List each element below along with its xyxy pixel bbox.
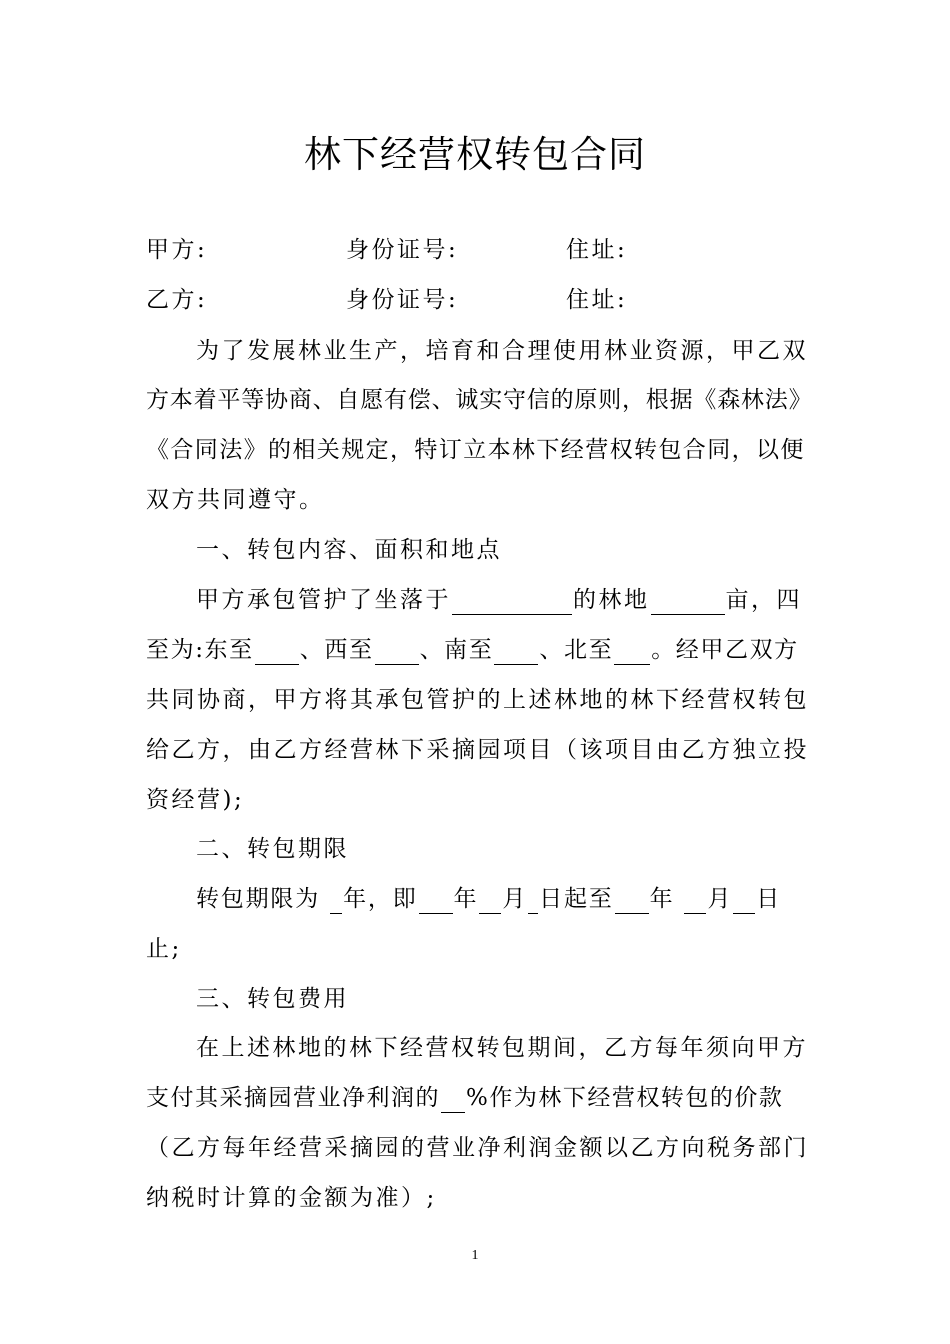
section-1-line-3: 共同协商，甲方将其承包管护的上述林地的林下经营权转包: [146, 687, 809, 713]
preamble-line-2: 方本着平等协商、自愿有偿、诚实守信的原则，根据《森林法》: [146, 387, 813, 413]
south-blank: [494, 640, 538, 665]
party-a-address-label: 住址:: [566, 237, 628, 263]
section-1-line-4: 给乙方，由乙方经营林下采摘园项目（该项目由乙方独立投: [146, 737, 809, 763]
boundary-east-label: 至为:东至: [146, 637, 254, 663]
term-label: 转包期限为: [196, 886, 330, 912]
party-b-address-label: 住址:: [566, 287, 628, 313]
area-blank: [651, 590, 725, 615]
section-1-line-2-tail: 。经甲乙双方: [651, 637, 799, 663]
section-1-line-2: [146, 635, 810, 665]
end-day-label: 日: [756, 886, 782, 912]
page-number: 1: [471, 1248, 479, 1263]
section-3-line-4: 纳税时计算的金额为准）;: [146, 1185, 437, 1211]
east-blank: [255, 640, 299, 665]
section-1-line-1-text-a: 甲方承包管护了坐落于: [196, 587, 451, 613]
location-blank: [452, 590, 572, 615]
preamble-line-1: 为了发展林业生产，培育和合理使用林业资源，甲乙双: [196, 338, 808, 364]
end-year-blank: [615, 889, 649, 914]
section-1-line-1-text-b: 的林地: [573, 587, 650, 613]
start-year-blank: [419, 889, 453, 914]
start-year-label: 年: [453, 886, 479, 912]
section-1-heading: 一、转包内容、面积和地点: [196, 537, 502, 563]
section-1-line-5: 资经营);: [146, 787, 245, 813]
term-years-suffix: 年，即: [343, 886, 418, 912]
fee-text-b: %作为林下经营权转包的价款: [466, 1085, 784, 1111]
section-2-heading: 二、转包期限: [196, 836, 349, 862]
start-day-label: 日起至: [539, 886, 614, 912]
section-1-line-1-text-c: 亩，四: [725, 587, 802, 613]
party-a-id-label: 身份证号:: [346, 237, 459, 263]
start-day-blank: [528, 889, 538, 914]
percentage-blank: [441, 1088, 465, 1113]
section-3-line-2: [146, 1083, 810, 1113]
start-month-label: 月: [502, 886, 528, 912]
start-month-blank: [479, 889, 501, 914]
page-title: 林下经营权转包合同: [304, 133, 646, 176]
north-blank: [614, 640, 650, 665]
section-1-line-1: [146, 585, 810, 615]
fee-text-a: 支付其采摘园营业净利润的: [146, 1085, 440, 1111]
preamble-line-4: 双方共同遵守。: [146, 487, 325, 513]
preamble-line-3: 《合同法》的相关规定，特订立本林下经营权转包合同，以便: [146, 437, 805, 463]
section-3-line-3: （乙方每年经营采摘园的营业净利润金额以乙方向税务部门: [146, 1135, 809, 1161]
west-blank: [375, 640, 419, 665]
party-a-label: 甲方:: [146, 237, 208, 263]
boundary-west-label: 、西至: [299, 637, 374, 663]
boundary-north-label: 、北至: [539, 637, 614, 663]
term-years-blank: [330, 889, 342, 914]
section-3-heading: 三、转包费用: [196, 986, 349, 1012]
end-year-label: 年: [649, 886, 684, 912]
end-month-label: 月: [707, 886, 733, 912]
party-b-id-label: 身份证号:: [346, 287, 459, 313]
end-day-blank: [733, 889, 755, 914]
end-month-blank: [684, 889, 706, 914]
section-3-line-1: 在上述林地的林下经营权转包期间，乙方每年须向甲方: [196, 1035, 808, 1061]
party-b-label: 乙方:: [146, 287, 208, 313]
boundary-south-label: 、南至: [419, 637, 494, 663]
section-2-line-1: [146, 884, 810, 914]
section-2-line-2: 止;: [146, 936, 182, 962]
